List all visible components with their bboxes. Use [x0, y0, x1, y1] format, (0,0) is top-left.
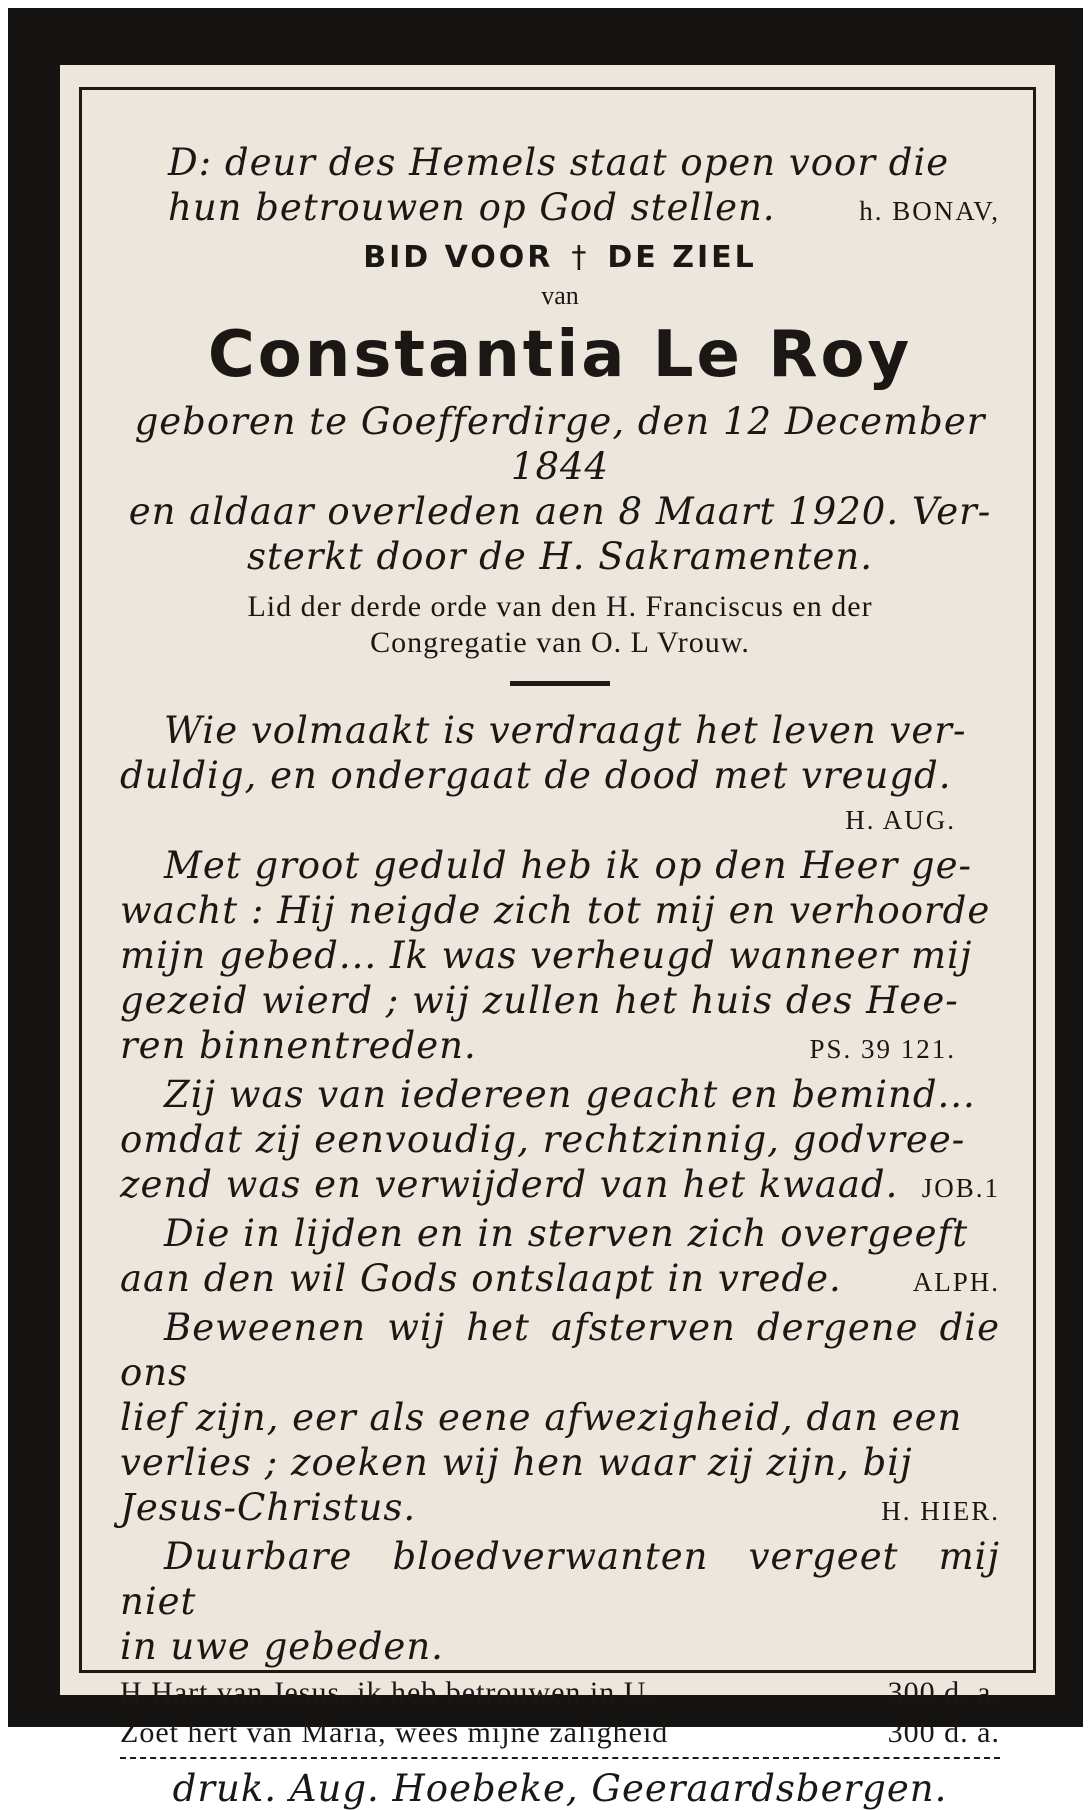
membership-line: Lid der derde orde van den H. Franciscus en der — [247, 590, 873, 623]
quote-line: lief zijn, eer als eene afwezigheid, dan een — [120, 1396, 963, 1439]
quote-line: omdat zij eenvoudig, rechtzinnig, godvree- — [120, 1118, 966, 1161]
separator-rule — [510, 681, 610, 686]
cross-icon: † — [571, 240, 590, 275]
deceased-name: Constantia Le Roy — [207, 318, 913, 392]
quote-line: mijn gebed... Ik was verheugd wanneer mij — [120, 934, 973, 977]
quote-line: Duurbare bloedverwanten vergeet mij niet — [120, 1535, 1000, 1623]
quote-attribution: JOB.1 — [921, 1173, 1000, 1203]
quote-line: verlies ; zoeken wij hen waar zij zijn, bij — [120, 1441, 913, 1484]
bid-voor-heading — [120, 240, 1000, 275]
prayer-text: Zoet hert van Maria, wees mijne zaligheid — [120, 1716, 669, 1749]
quote-line: zend was en verwijderd van het kwaad. — [120, 1163, 899, 1206]
quote-6 — [120, 1534, 1000, 1669]
prayer-text: H Hart van Jesus, ik heb betrouwen in U. — [120, 1676, 655, 1709]
van-text: van — [541, 281, 579, 310]
prayer-indulgence: 300 d. a. — [887, 1676, 1000, 1709]
bio-line: geboren te Goefferdirge, den 12 December 1844 — [134, 400, 986, 488]
quote-line: Die in lijden en in sterven zich overgeeft — [164, 1212, 969, 1255]
quote-1 — [120, 708, 1000, 843]
quote-line: aan den wil Gods ontslaapt in vrede. — [120, 1257, 842, 1300]
quote-row — [120, 1023, 1000, 1072]
inner-frame — [79, 87, 1036, 1810]
quote-2 — [120, 843, 1000, 1072]
prayer-line — [120, 1673, 1000, 1713]
membership — [120, 589, 1000, 661]
epigraph-line: D: deur des Hemels staat open voor die — [168, 141, 950, 184]
dashed-divider — [120, 1757, 1000, 1759]
epigraph-attribution: h. BONAV, — [859, 196, 1000, 226]
quote-line: Wie volmaakt is verdraagt het leven ver- — [164, 709, 967, 752]
quote-attribution: ALPH. — [912, 1267, 1000, 1297]
quote-5 — [120, 1305, 1000, 1534]
quote-line: Beweenen wij het afsterven dergene die ons — [120, 1306, 1000, 1394]
prayer-indulgence: 300 d. a. — [887, 1716, 1000, 1749]
biography — [120, 399, 1000, 579]
bio-line: sterkt door de H. Sakramenten. — [246, 535, 874, 578]
quote-row — [120, 1256, 1000, 1305]
memorial-card-paper — [60, 65, 1055, 1810]
quote-line: ren binnentreden. — [120, 1024, 477, 1067]
bio-line: en aldaar overleden aen 8 Maart 1920. Ver- — [128, 490, 992, 533]
prayers — [120, 1673, 1000, 1753]
epigraph — [120, 140, 1000, 234]
quote-row — [120, 1485, 1000, 1534]
quote-3 — [120, 1072, 1000, 1211]
prayer-line — [120, 1713, 1000, 1753]
membership-line: Congregatie van O. L Vrouw. — [370, 626, 750, 659]
card-content — [120, 140, 1000, 1810]
quote-line: gezeid wierd ; wij zullen het huis des Hee- — [120, 979, 959, 1022]
quote-row — [120, 1162, 1000, 1211]
quote-attribution: H. AUG. — [845, 805, 956, 835]
memorial-card-border — [8, 8, 1083, 1810]
epigraph-row — [168, 185, 1000, 234]
quote-block — [120, 708, 1000, 1669]
quote-line: duldig, en ondergaat de dood met vreugd. — [120, 754, 952, 797]
quote-line: in uwe gebeden. — [120, 1625, 444, 1668]
quote-line: wacht : Hij neigde zich tot mij en verhoorde — [120, 889, 991, 932]
de-ziel-text: DE ZIEL — [607, 240, 757, 275]
printer-credit: druk. Aug. Hoebeke, Geeraardsbergen. — [172, 1767, 948, 1810]
quote-line: Zij was van iedereen geacht en bemind... — [164, 1073, 976, 1116]
bid-voor-text: BID VOOR — [363, 240, 554, 275]
quote-4 — [120, 1211, 1000, 1305]
quote-line: Met groot geduld heb ik op den Heer ge- — [164, 844, 973, 887]
quote-attribution: PS. 39 121. — [809, 1034, 956, 1064]
quote-attribution: H. HIER. — [881, 1496, 1000, 1526]
quote-line: Jesus-Christus. — [120, 1486, 417, 1529]
epigraph-line: hun betrouwen op God stellen. — [168, 186, 776, 229]
